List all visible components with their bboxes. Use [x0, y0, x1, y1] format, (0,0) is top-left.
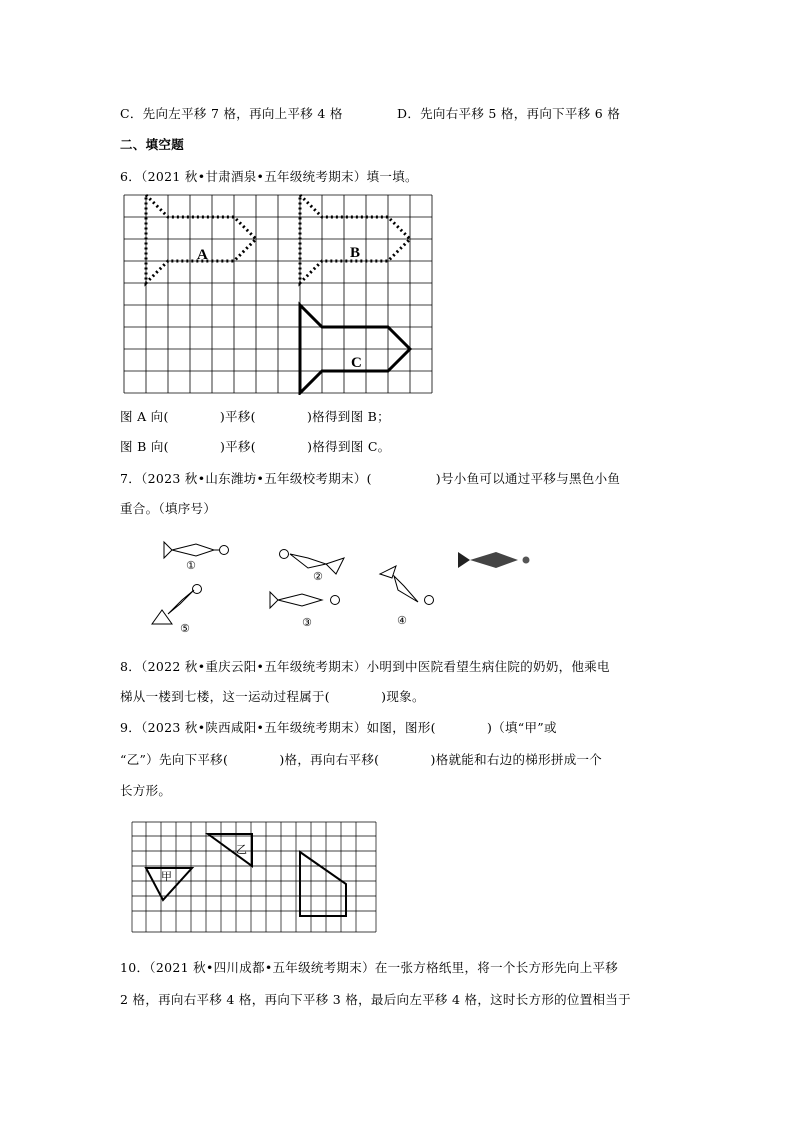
q9-line2: “乙”）先向下平移( )格，再向右平移( )格就能和右边的梯形拼成一个 [120, 752, 603, 767]
label-b: B [350, 245, 361, 261]
fish-1 [164, 542, 229, 558]
label-a: A [197, 247, 208, 263]
q6-stem: 6．（2021 秋•甘肃酒泉•五年级统考期末）填一填。 [120, 169, 418, 184]
fish-3 [270, 592, 340, 608]
q9-line3: 长方形。 [120, 783, 172, 798]
fish-label-3: ③ [302, 616, 312, 629]
fish-label-2: ② [313, 570, 323, 583]
fish-2 [280, 550, 345, 575]
black-fish [458, 552, 530, 568]
section-title: 二、填空题 [120, 137, 185, 152]
q6-line1: 图 A 向( )平移( )格得到图 B； [120, 409, 390, 424]
q7-stem-line2: 重合。（填序号） [120, 501, 217, 516]
fish-label-1: ① [186, 559, 196, 572]
option-c: C．先向左平移 7 格，再向上平移 4 格 [120, 106, 343, 121]
q9-grid-figure [128, 818, 380, 936]
grid-lines [124, 195, 432, 393]
fish-4 [380, 566, 434, 605]
q7-fish-figure [140, 530, 540, 640]
fish-5 [152, 585, 202, 625]
q10-line1: 10．（2021 秋•四川成都•五年级统考期末）在一张方格纸里，将一个长方形先向上平移 [120, 960, 619, 975]
q8-line2: 梯从一楼到七楼，这一运动过程属于( )现象。 [120, 689, 425, 704]
option-d: D．先向右平移 5 格，再向下平移 6 格 [397, 106, 621, 121]
shape-trapezoid [300, 852, 346, 916]
fish-label-4: ④ [397, 614, 407, 627]
label-yi: 乙 [236, 843, 247, 856]
label-c: C [351, 355, 362, 371]
q8-line1: 8．（2022 秋•重庆云阳•五年级统考期末）小明到中医院看望生病住院的奶奶，他乘电 [120, 659, 610, 674]
q7-stem-line1: 7．（2023 秋•山东潍坊•五年级校考期末）( )号小鱼可以通过平移与黑色小鱼 [120, 471, 621, 486]
fish-label-5: ⑤ [180, 622, 190, 635]
q10-line2: 2 格，再向右平移 4 格，再向下平移 3 格，最后向左平移 4 格，这时长方形的位置相当于 [120, 992, 631, 1007]
q6-grid-figure [122, 193, 440, 395]
label-jia: 甲 [161, 870, 172, 883]
q6-line2: 图 B 向( )平移( )格得到图 C。 [120, 439, 391, 454]
q9-line1: 9．（2023 秋•陕西咸阳•五年级统考期末）如图，图形( )（填“甲”或 [120, 720, 557, 735]
